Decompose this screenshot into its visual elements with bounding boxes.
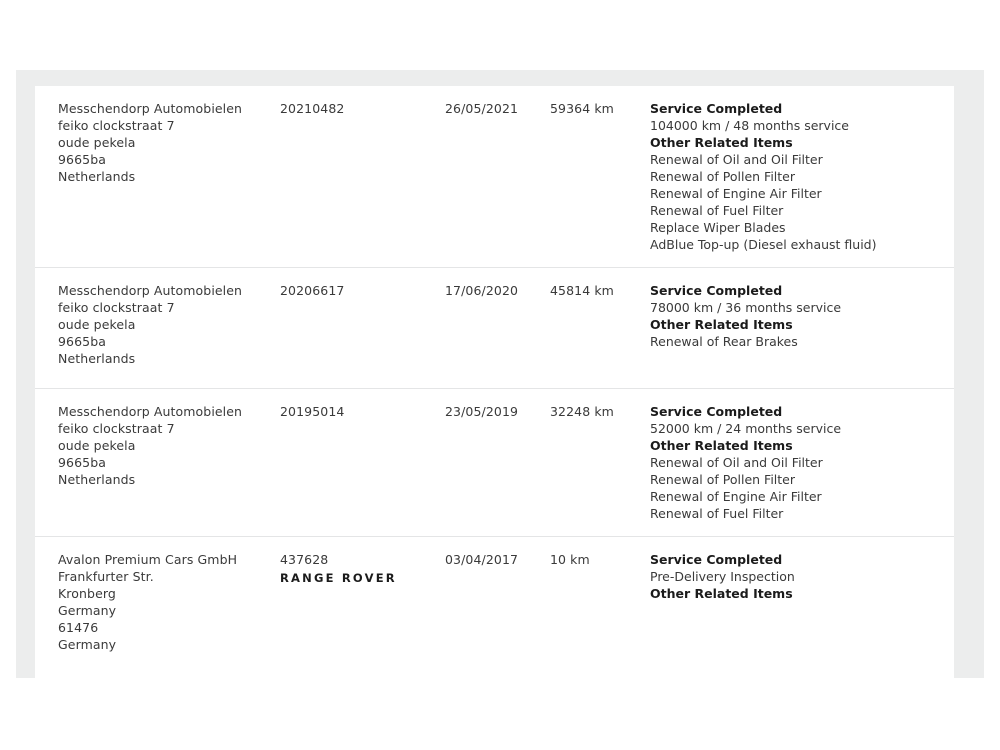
mileage-cell (550, 403, 650, 420)
mileage-cell (550, 100, 650, 117)
dealer-address-cell (35, 403, 280, 488)
service-date-cell (445, 403, 550, 420)
mileage-value: 32248 km (550, 404, 614, 419)
service-record-row (35, 389, 954, 537)
details-item: Renewal of Pollen Filter (650, 169, 796, 184)
dealer-address-line: 61476 (58, 620, 99, 635)
dealer-address-line: oude pekela (58, 317, 136, 332)
service-details-cell (650, 551, 954, 602)
invoice-number-cell (280, 551, 445, 585)
dealer-address-line: Netherlands (58, 169, 136, 184)
details-item: AdBlue Top-up (Diesel exhaust fluid) (650, 237, 877, 252)
dealer-address-line: oude pekela (58, 135, 136, 150)
invoice-number: 20195014 (280, 404, 345, 419)
mileage-value: 59364 km (550, 101, 614, 116)
details-heading: Service Completed (650, 101, 783, 116)
dealer-address-line: 9665ba (58, 455, 107, 470)
invoice-number-cell (280, 100, 445, 117)
details-item: Renewal of Fuel Filter (650, 203, 784, 218)
dealer-address-line: Messchendorp Automobielen (58, 404, 243, 419)
service-date-cell (445, 100, 550, 117)
service-date: 26/05/2021 (445, 101, 519, 116)
dealer-address-line: Kronberg (58, 586, 116, 601)
dealer-address-line: Messchendorp Automobielen (58, 101, 243, 116)
details-heading: Service Completed (650, 552, 783, 567)
service-records-list (35, 86, 954, 667)
dealer-address-line: Messchendorp Automobielen (58, 283, 243, 298)
details-heading: Other Related Items (650, 317, 793, 332)
invoice-number-cell (280, 282, 445, 299)
dealer-address-line: Germany (58, 637, 117, 652)
details-item: 52000 km / 24 months service (650, 421, 842, 436)
invoice-number: 20206617 (280, 283, 345, 298)
details-item: Renewal of Engine Air Filter (650, 489, 822, 504)
dealer-address-line: feiko clockstraat 7 (58, 300, 175, 315)
details-item: Renewal of Rear Brakes (650, 334, 798, 349)
invoice-number: 437628 (280, 552, 329, 567)
details-item: Renewal of Oil and Oil Filter (650, 455, 823, 470)
details-heading: Other Related Items (650, 586, 793, 601)
dealer-address-line: feiko clockstraat 7 (58, 118, 175, 133)
service-details-cell (650, 403, 954, 522)
range-rover-wordmark: RANGE ROVER (280, 571, 397, 585)
details-item: Replace Wiper Blades (650, 220, 786, 235)
dealer-address-cell (35, 282, 280, 367)
service-date-cell (445, 282, 550, 299)
dealer-address-line: Germany (58, 603, 117, 618)
details-item: Pre-Delivery Inspection (650, 569, 795, 584)
details-item: Renewal of Engine Air Filter (650, 186, 822, 201)
details-heading: Other Related Items (650, 438, 793, 453)
details-item: 78000 km / 36 months service (650, 300, 842, 315)
dealer-address-line: oude pekela (58, 438, 136, 453)
dealer-address-cell (35, 100, 280, 185)
mileage-cell (550, 551, 650, 568)
invoice-number-cell (280, 403, 445, 420)
dealer-address-line: 9665ba (58, 334, 107, 349)
details-item: Renewal of Pollen Filter (650, 472, 796, 487)
dealer-address-cell (35, 551, 280, 653)
service-record-row (35, 86, 954, 268)
dealer-address-line: Netherlands (58, 472, 136, 487)
service-record-row (35, 537, 954, 667)
service-date-cell (445, 551, 550, 568)
mileage-cell (550, 282, 650, 299)
dealer-address-line: feiko clockstraat 7 (58, 421, 175, 436)
details-heading: Other Related Items (650, 135, 793, 150)
mileage-value: 10 km (550, 552, 590, 567)
service-details-cell (650, 100, 954, 253)
details-heading: Service Completed (650, 404, 783, 419)
details-item: Renewal of Oil and Oil Filter (650, 152, 823, 167)
service-date: 17/06/2020 (445, 283, 519, 298)
dealer-address-line: Frankfurter Str. (58, 569, 154, 584)
mileage-value: 45814 km (550, 283, 614, 298)
details-item: 104000 km / 48 months service (650, 118, 849, 133)
details-item: Renewal of Fuel Filter (650, 506, 784, 521)
dealer-address-line: Avalon Premium Cars GmbH (58, 552, 238, 567)
details-heading: Service Completed (650, 283, 783, 298)
dealer-address-line: Netherlands (58, 351, 136, 366)
service-details-cell (650, 282, 954, 350)
service-record-row (35, 268, 954, 389)
service-date: 03/04/2017 (445, 552, 519, 567)
dealer-address-line: 9665ba (58, 152, 107, 167)
service-date: 23/05/2019 (445, 404, 519, 419)
invoice-number: 20210482 (280, 101, 345, 116)
